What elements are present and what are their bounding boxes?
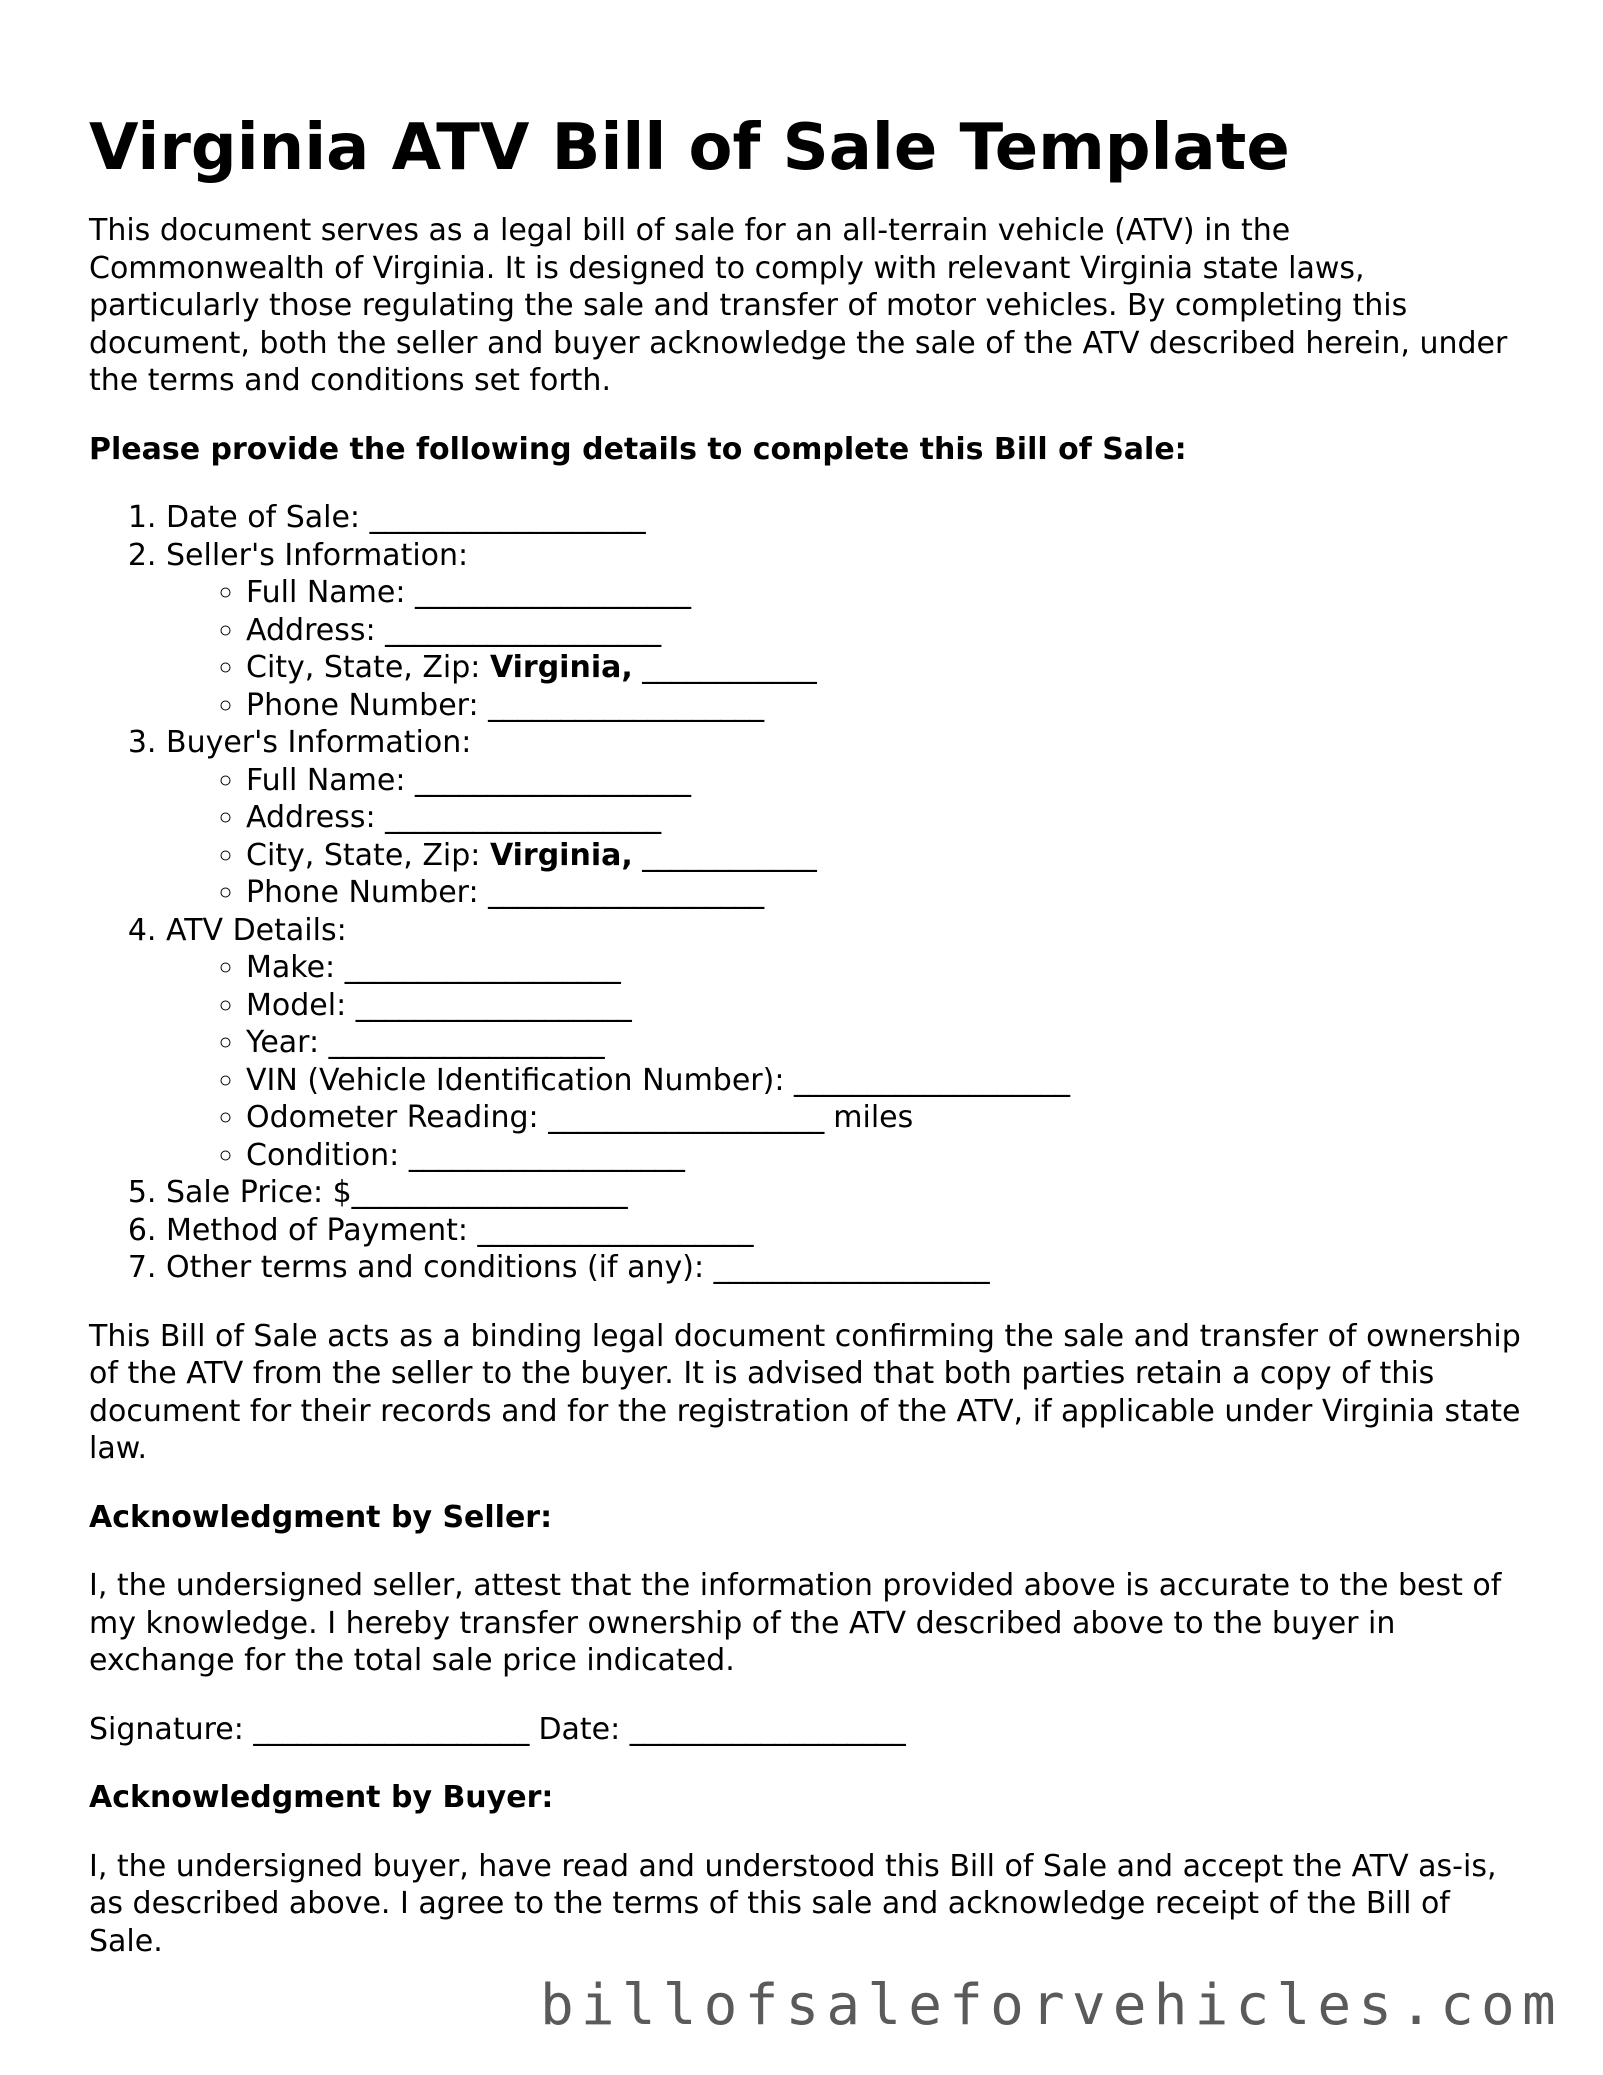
intro-paragraph: This document serves as a legal bill of sale for an all-terrain vehicle (ATV) in the Commonwealth of Virginia. It is designed to comply with relevant Virginia state laws, particularly those regulating the sale and transfer of motor vehicles. By completing this document, both the seller and buyer acknowledge the sale of the ATV described herein, under the terms and conditions set forth. bbox=[89, 213, 1508, 398]
binding-paragraph: This Bill of Sale acts as a binding legal document confirming the sale and transfer of ownership of the ATV from the seller to the buyer. It is advised that both parties retain a copy of this document for their records and for the registration of the ATV, if applicable under Virginia state law. bbox=[89, 1318, 1521, 1466]
date-of-sale-label: Date of Sale: bbox=[166, 500, 361, 535]
seller-phone-item bbox=[246, 687, 1529, 725]
seller-city-state-zip-label: City, State, Zip: bbox=[246, 650, 481, 685]
seller-address-label: Address: bbox=[246, 612, 376, 648]
buyer-full-name-label: Full Name: bbox=[246, 762, 406, 798]
atv-year-blank: ___________________ bbox=[328, 1025, 605, 1060]
atv-condition-item bbox=[246, 1137, 1529, 1175]
seller-address-blank: ___________________ bbox=[385, 612, 661, 648]
list-item-method-of-payment bbox=[166, 1212, 1529, 1250]
date-blank: ___________________ bbox=[629, 1711, 906, 1747]
seller-full-name-item bbox=[246, 574, 1529, 612]
seller-state-value: Virginia, bbox=[489, 650, 633, 685]
buyer-ack-text: I, the undersigned buyer, have read and understood this Bill of Sale and accept the ATV as-is, as described above. I agree to the terms of this sale and acknowledge receipt of the Bill of Sale. bbox=[89, 1848, 1497, 1959]
seller-info-label: Seller's Information: bbox=[166, 537, 469, 573]
method-of-payment-blank: ___________________ bbox=[477, 1212, 753, 1248]
method-of-payment-label: Method of Payment: bbox=[166, 1212, 468, 1248]
atv-model-label: Model: bbox=[246, 987, 347, 1023]
seller-phone-label: Phone Number: bbox=[246, 687, 479, 723]
list-item-other-terms bbox=[166, 1249, 1529, 1287]
buyer-phone-item bbox=[246, 874, 1529, 912]
atv-odometer-item bbox=[246, 1099, 1529, 1137]
buyer-zip-blank: ____________ bbox=[642, 837, 817, 873]
atv-details-label: ATV Details: bbox=[166, 912, 347, 948]
atv-model-blank: ___________________ bbox=[355, 987, 632, 1023]
atv-odometer-label: Odometer Reading: bbox=[246, 1100, 539, 1135]
seller-ack-text: I, the undersigned seller, attest that the information provided above is accurate to the best of my knowledge. I hereby transfer ownership of the ATV described above to the buyer in exchange for the total sale price indicated. bbox=[89, 1568, 1502, 1678]
list-item-seller-info bbox=[166, 537, 1529, 725]
seller-zip-blank: ____________ bbox=[642, 650, 817, 685]
atv-vin-item bbox=[246, 1062, 1529, 1100]
date-of-sale-blank: ___________________ bbox=[369, 500, 646, 535]
buyer-phone-label: Phone Number: bbox=[246, 875, 479, 910]
seller-phone-blank: ___________________ bbox=[488, 687, 764, 723]
buyer-address-blank: ___________________ bbox=[385, 800, 661, 835]
watermark: billofsaleforvehicles.com bbox=[540, 1973, 1563, 2038]
signature-blank: ___________________ bbox=[253, 1711, 529, 1747]
atv-fields-list bbox=[166, 949, 1529, 1174]
atv-condition-blank: ___________________ bbox=[408, 1137, 685, 1173]
buyer-ack-heading: Acknowledgment by Buyer: bbox=[89, 1780, 554, 1815]
atv-year-label: Year: bbox=[246, 1025, 320, 1060]
buyer-full-name-blank: ___________________ bbox=[415, 762, 691, 798]
atv-make-label: Make: bbox=[246, 950, 336, 985]
atv-odometer-unit: miles bbox=[833, 1100, 914, 1135]
list-item-date-of-sale bbox=[166, 499, 1529, 537]
atv-odometer-blank: ___________________ bbox=[548, 1100, 824, 1135]
buyer-city-state-zip-label: City, State, Zip: bbox=[246, 837, 481, 873]
seller-city-state-zip-item bbox=[246, 649, 1529, 687]
instructions-heading: Please provide the following details to complete this Bill of Sale: bbox=[89, 431, 1187, 467]
date-label: Date: bbox=[538, 1711, 621, 1747]
signature-label: Signature: bbox=[89, 1711, 244, 1747]
sale-price-blank: ___________________ bbox=[351, 1175, 628, 1210]
atv-make-blank: ___________________ bbox=[344, 950, 621, 985]
other-terms-blank: ___________________ bbox=[713, 1250, 990, 1285]
atv-make-item bbox=[246, 949, 1529, 987]
seller-fields-list bbox=[166, 574, 1529, 724]
atv-year-item bbox=[246, 1024, 1529, 1062]
list-item-sale-price bbox=[166, 1174, 1529, 1212]
atv-model-item bbox=[246, 987, 1529, 1025]
list-item-buyer-info bbox=[166, 724, 1529, 912]
seller-ack-heading: Acknowledgment by Seller: bbox=[89, 1499, 553, 1535]
seller-full-name-blank: ___________________ bbox=[415, 575, 691, 610]
buyer-info-label: Buyer's Information: bbox=[166, 725, 472, 760]
buyer-city-state-zip-item bbox=[246, 837, 1529, 875]
atv-vin-label: VIN (Vehicle Identification Number): bbox=[246, 1062, 785, 1098]
atv-condition-label: Condition: bbox=[246, 1137, 400, 1173]
buyer-fields-list bbox=[166, 762, 1529, 912]
seller-address-item bbox=[246, 612, 1529, 650]
other-terms-label: Other terms and conditions (if any): bbox=[166, 1250, 705, 1285]
list-item-atv-details bbox=[166, 912, 1529, 1175]
buyer-full-name-item bbox=[246, 762, 1529, 800]
seller-full-name-label: Full Name: bbox=[246, 575, 406, 610]
buyer-address-item bbox=[246, 799, 1529, 837]
details-list bbox=[89, 499, 1529, 1287]
buyer-address-label: Address: bbox=[246, 800, 376, 835]
buyer-state-value: Virginia, bbox=[489, 837, 633, 873]
sale-price-label: Sale Price: $ bbox=[166, 1175, 352, 1210]
buyer-phone-blank: ___________________ bbox=[488, 875, 764, 910]
document-page bbox=[89, 108, 1529, 1991]
seller-signature-line bbox=[89, 1711, 1529, 1749]
atv-vin-blank: ___________________ bbox=[793, 1062, 1070, 1098]
document-title: Virginia ATV Bill of Sale Template bbox=[89, 111, 1290, 185]
